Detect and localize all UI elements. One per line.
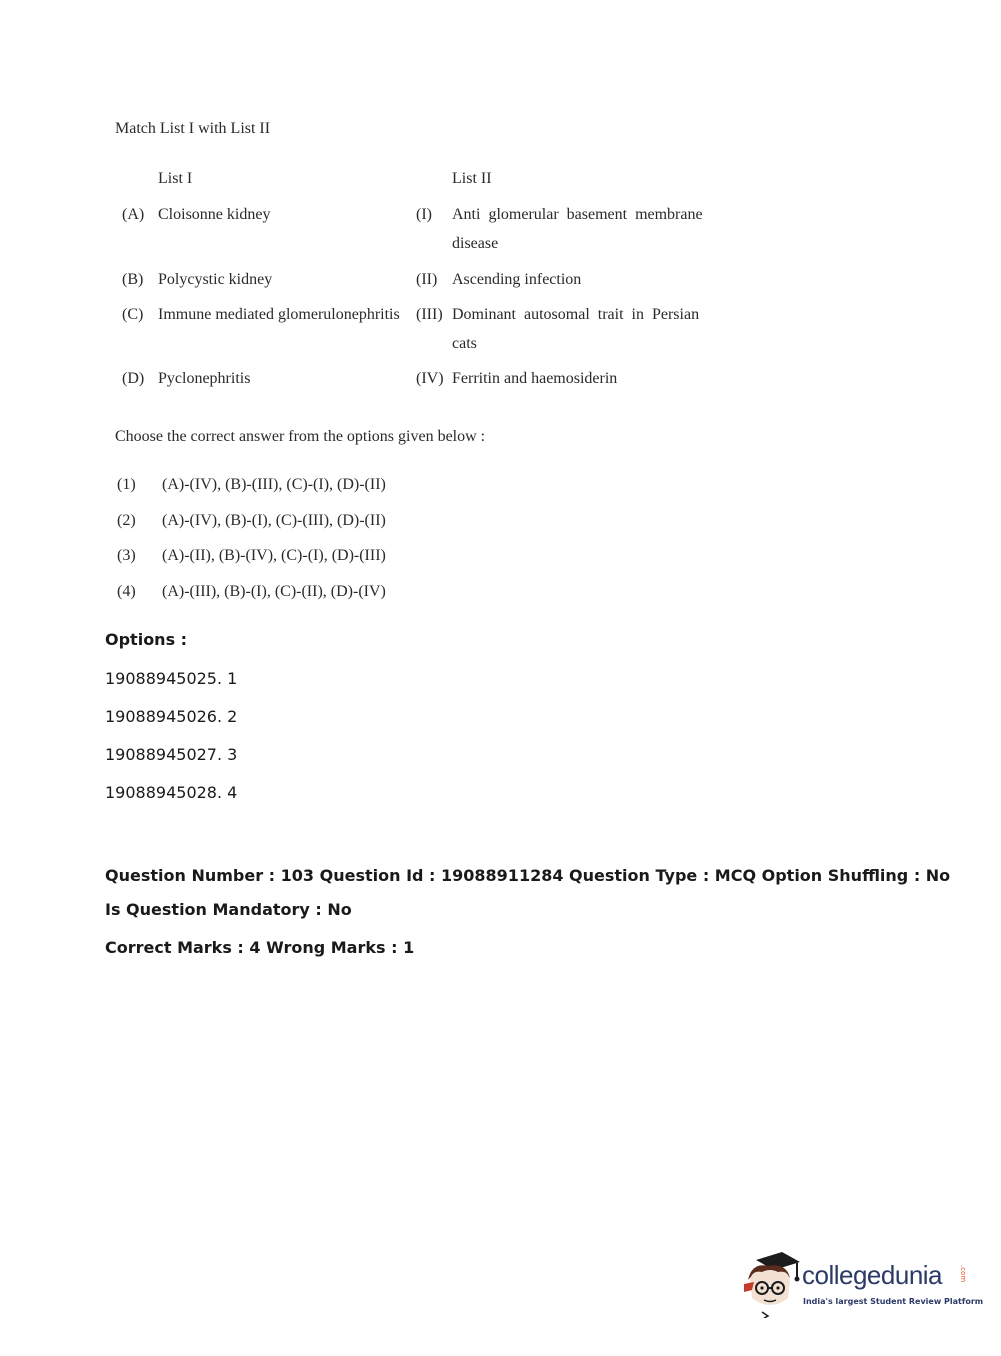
option-item-2: 19088945026. 2 [105,707,238,726]
list1-label-a: (A) [122,206,145,223]
option-item-3: 19088945027. 3 [105,745,238,764]
choice-text-1: (A)-(IV), (B)-(III), (C)-(I), (D)-(II) [162,476,386,493]
list2-item-iii-cont: cats [452,335,477,352]
question-image [105,108,725,608]
list2-item-i: Anti glomerular basement membrane [452,206,703,223]
question-marks: Correct Marks : 4 Wrong Marks : 1 [105,938,415,957]
choice-number-4: (4) [117,583,136,600]
list1-label-c: (C) [122,306,144,323]
collegedunia-logo [742,1250,984,1320]
list2-label-iv: (IV) [416,370,444,387]
list2-item-iii: Dominant autosomal trait in Persian [452,306,700,323]
list1-item-a: Cloisonne kidney [158,206,271,223]
choice-number-3: (3) [117,547,136,564]
choice-text-4: (A)-(III), (B)-(I), (C)-(II), (D)-(IV) [162,583,386,600]
choose-instruction: Choose the correct answer from the options given below : [115,428,486,445]
choice-text-3: (A)-(II), (B)-(IV), (C)-(I), (D)-(III) [162,547,386,564]
logo-wordmark: collegedunia [802,1260,943,1290]
list2-label-iii: (III) [416,306,443,323]
list1-label-d: (D) [122,370,145,387]
list2-item-i-cont: disease [452,235,499,252]
option-item-1: 19088945025. 1 [105,669,238,688]
list2-label-ii: (II) [416,271,438,288]
option-item-4: 19088945028. 4 [105,783,238,802]
list1-header: List I [158,170,193,187]
list2-item-iv: Ferritin and haemosiderin [452,370,618,387]
list2-label-i: (I) [416,206,432,223]
list1-item-c: Immune mediated glomerulonephritis [158,306,400,323]
list1-item-d: Pyclonephritis [158,370,251,387]
question-instruction: Match List I with List II [115,120,271,137]
choice-number-1: (1) [117,476,136,493]
list2-item-ii: Ascending infection [452,271,582,288]
question-meta-line: Question Number : 103 Question Id : 19088911284 Question Type : MCQ Option Shuffling : No [105,866,951,885]
list1-item-b: Polycystic kidney [158,271,273,288]
logo-tagline: India's largest Student Review Platform [803,1297,984,1306]
options-heading: Options : [105,630,188,649]
list1-label-b: (B) [122,271,144,288]
question-mandatory: Is Question Mandatory : No [105,900,352,919]
logo-com: .com [959,1265,967,1283]
choice-text-2: (A)-(IV), (B)-(I), (C)-(III), (D)-(II) [162,512,386,529]
choice-number-2: (2) [117,512,136,529]
mascot-icon [742,1250,802,1318]
list2-header: List II [452,170,492,187]
